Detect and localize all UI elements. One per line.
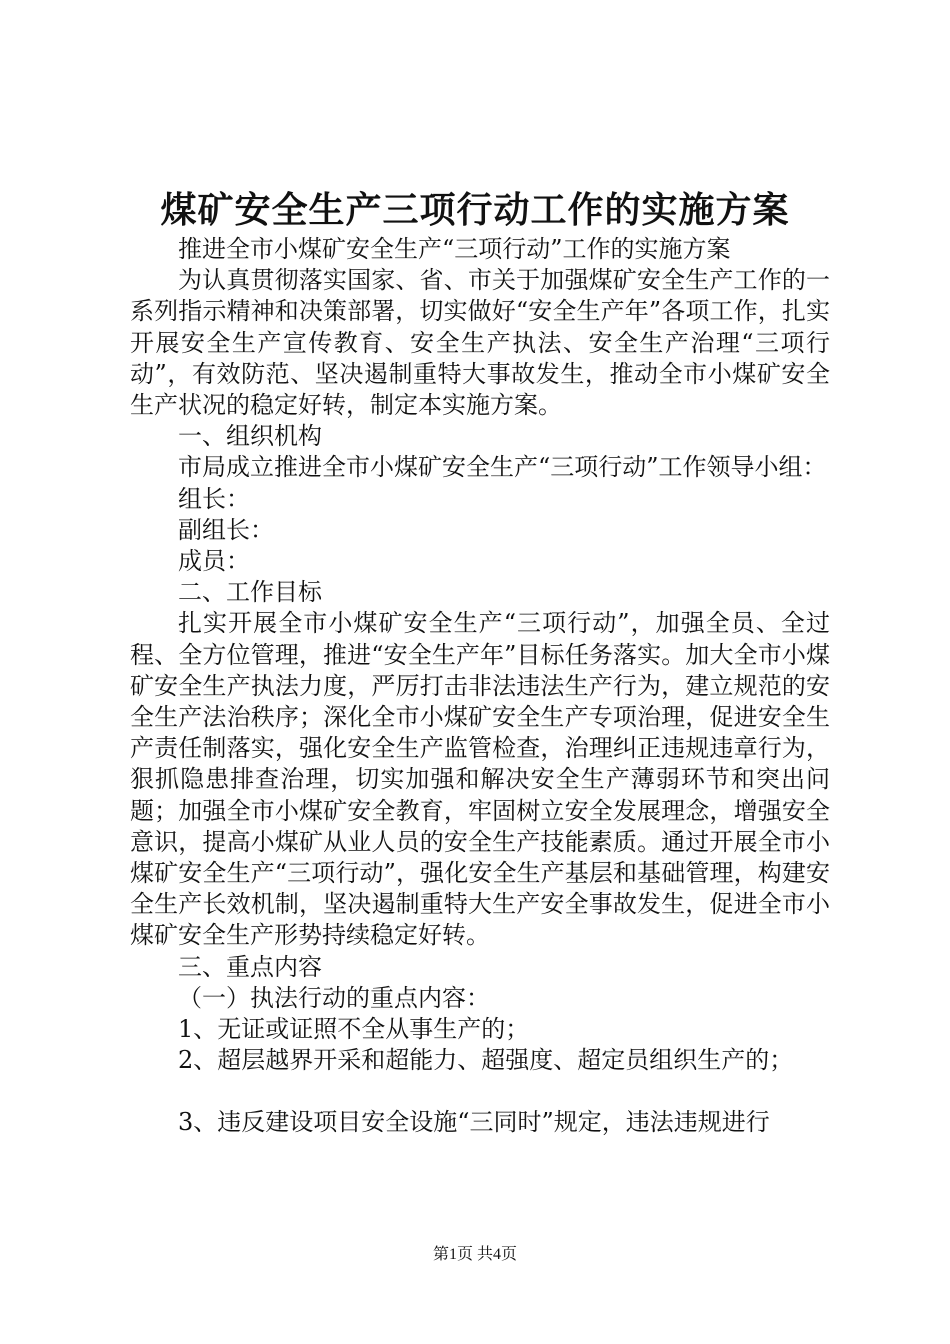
list-item: 1、无证或证照不全从事生产的； (178, 1015, 530, 1044)
goals-paragraph: 扎实开展全市小煤矿安全生产“三项行动”，加强全员、全过程、全方位管理，推进“安全生产年”目标任务落实。加大全市小煤矿安全生产执法力度，严厉打击非法违法生产行为，建立规范的安全生产法治秩序；深化全市小煤矿安全生产专项治理，促进安全生产责任制落实，强化安全生产监管检查，治理纠正违规违章行为，狠抓隐患排查治理，切实加强和解决安全生产薄弱环节和突出问题；加强全市小煤矿安全教育，牢固树立安全发展理念，增强安全意识，提高小煤矿从业人员的安全生产技能素质。通过开展全市小煤矿安全生产“三项行动”，强化安全生产基层和基础管理，构建安全生产长效机制，坚决遏制重特大生产安全事故发生，促进全市小煤矿安全生产形势持续稳定好转。 (130, 609, 830, 950)
page-footer: 第1页 共4页 (432, 1246, 517, 1263)
document-body (130, 234, 830, 1139)
leader-line: 组长： (178, 484, 250, 513)
section-heading-goals: 二、工作目标 (178, 578, 322, 607)
subtitle-paragraph: 推进全市小煤矿安全生产“三项行动”工作的实施方案 (178, 235, 731, 263)
organization-paragraph: 市局成立推进全市小煤矿安全生产“三项行动”工作领导小组： (178, 453, 827, 482)
list-item: 2、超层越界开采和超能力、超强度、超定员组织生产的； (178, 1046, 794, 1075)
section-heading-key-content: 三、重点内容 (178, 952, 322, 981)
document-title: 煤矿安全生产三项行动工作的实施方案 (160, 189, 790, 231)
members-line: 成员： (178, 547, 250, 576)
deputy-leader-line: 副组长： (178, 515, 274, 544)
section-heading-organization: 一、组织机构 (178, 422, 322, 451)
subsection-heading-enforcement: （一）执法行动的重点内容： (178, 983, 490, 1012)
intro-paragraph: 为认真贯彻落实国家、省、市关于加强煤矿安全生产工作的一系列指示精神和决策部署，切实做好“安全生产年”各项工作，扎实开展安全生产宣传教育、安全生产执法、安全生产治理“三项行动”，有效防范、坚决遏制重特大事故发生，推动全市小煤矿安全生产状况的稳定好转，制定本实施方案。 (130, 266, 830, 420)
list-item: 3、违反建设项目安全设施“三同时”规定，违法违规进行 (178, 1108, 770, 1137)
